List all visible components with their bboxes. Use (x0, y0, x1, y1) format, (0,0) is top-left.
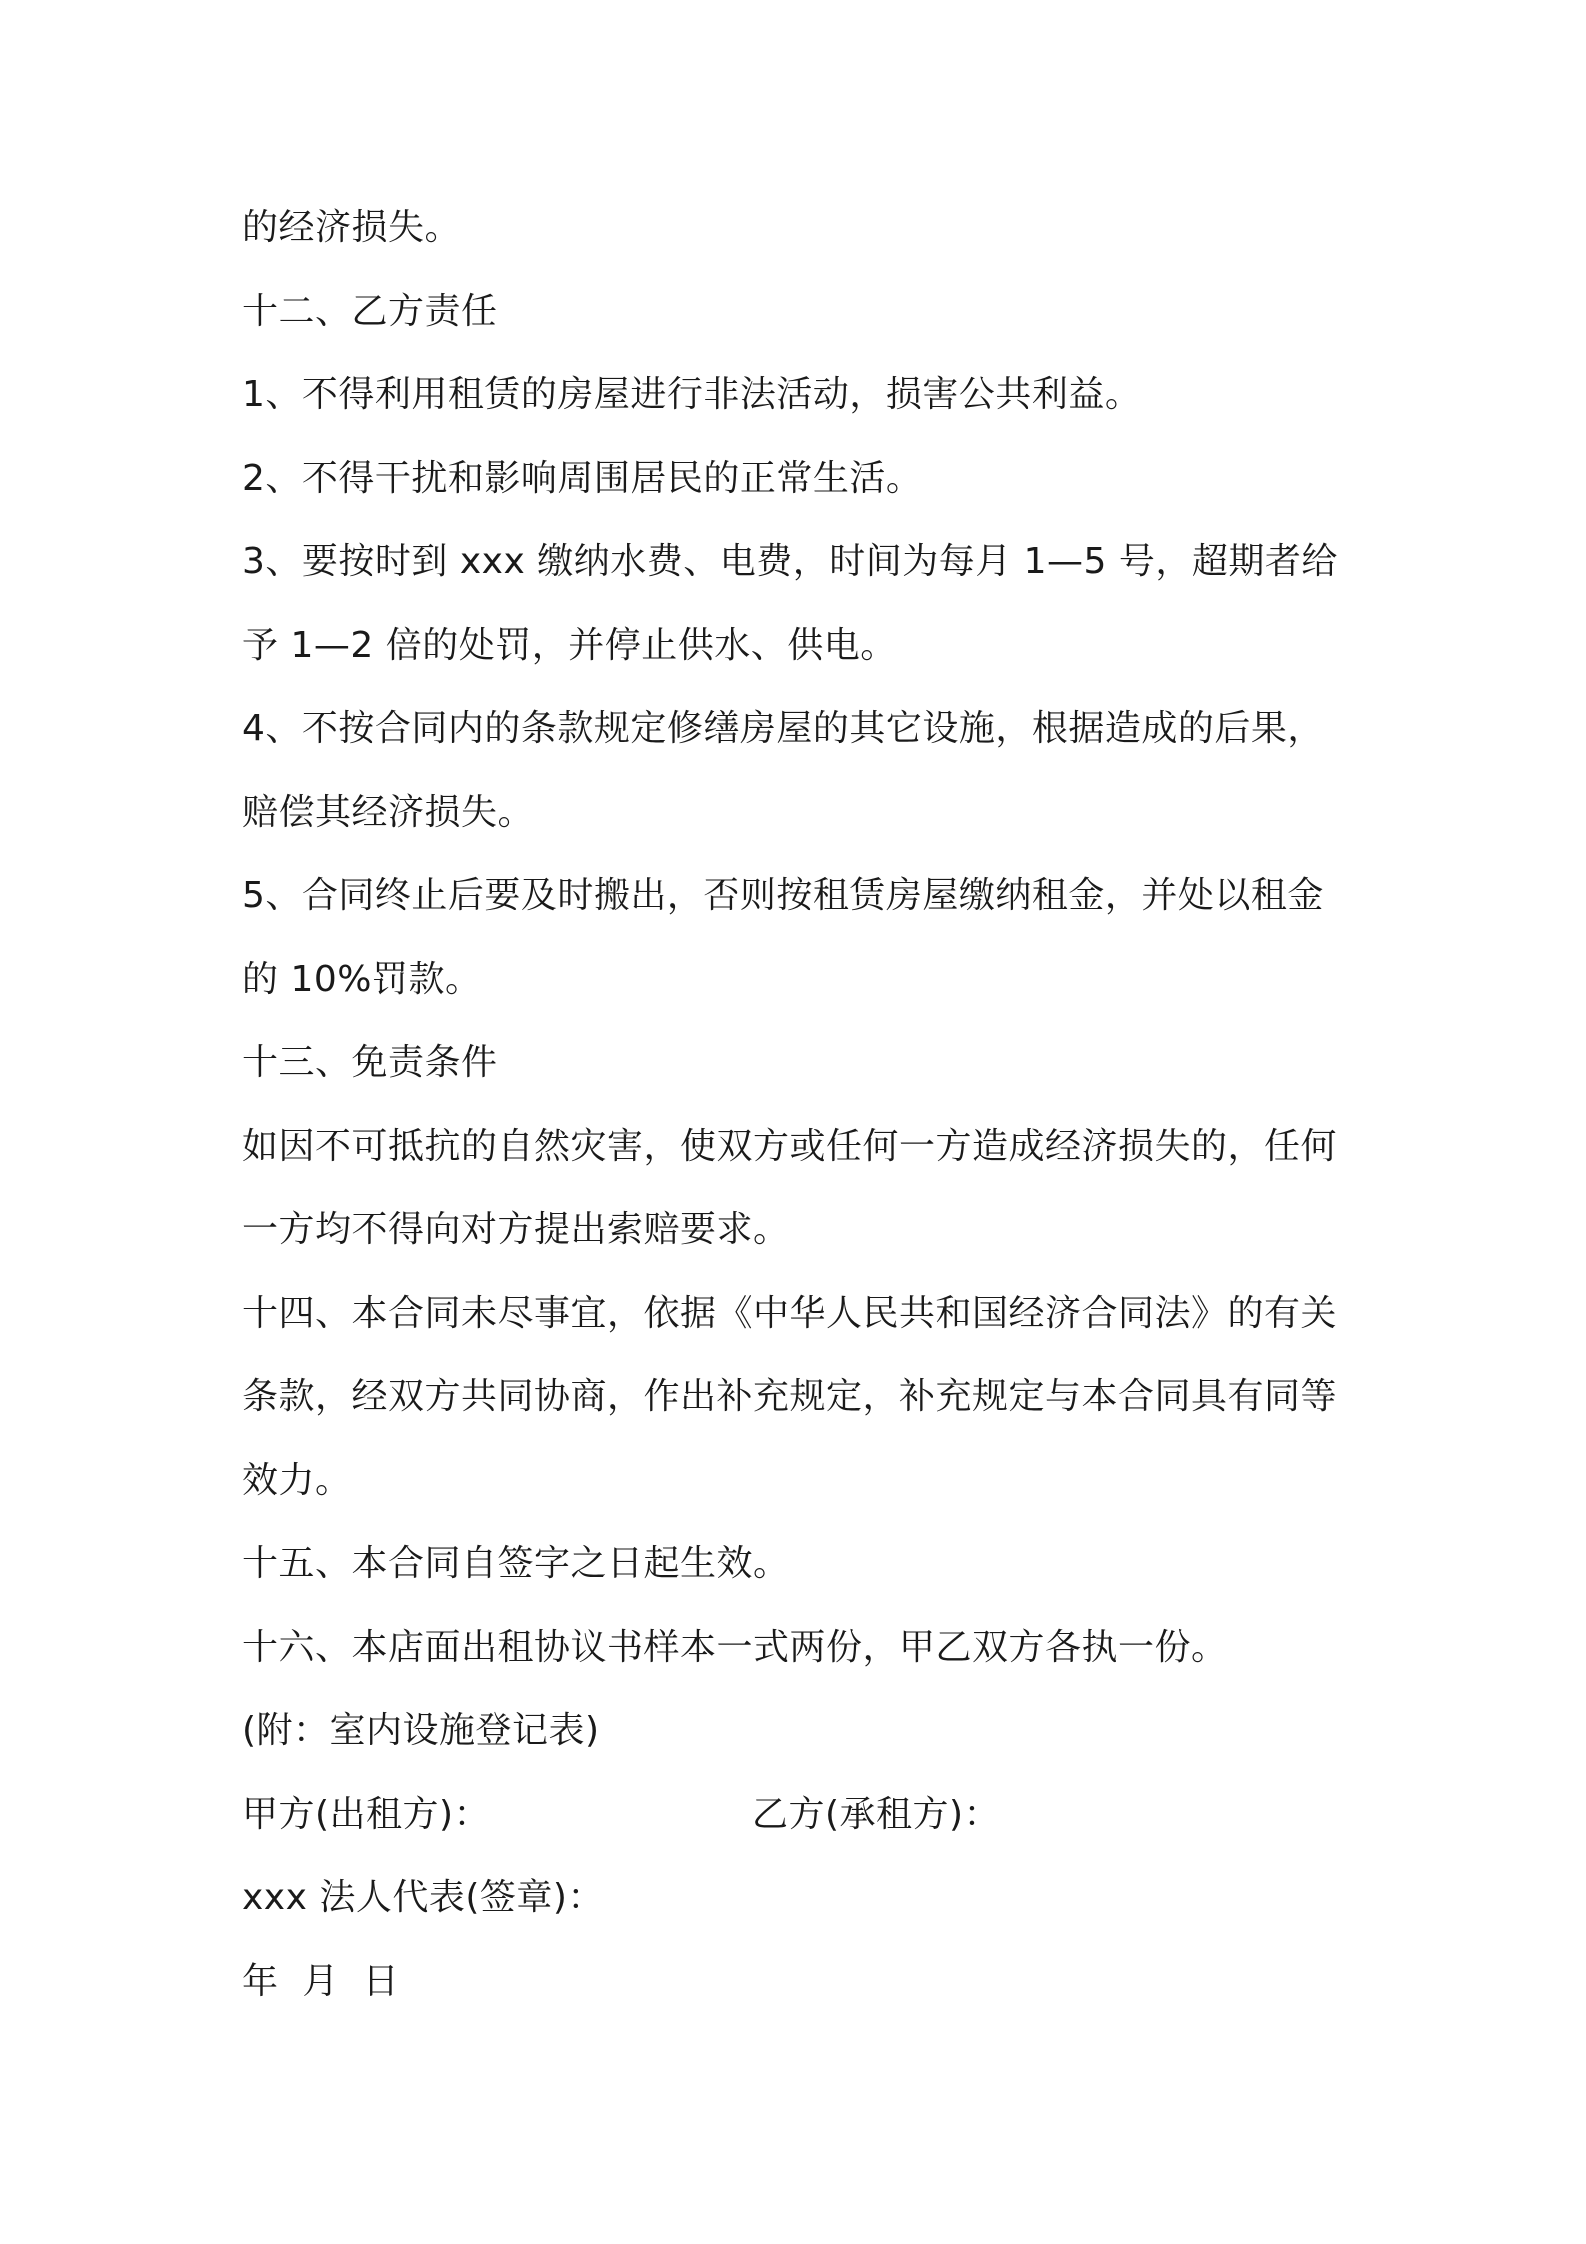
date-label: 年 月 日 (242, 1960, 400, 2002)
clause-12-4-cont: 赔偿其经济损失。 (242, 791, 535, 833)
clause-12-5-cont: 的 10%罚款。 (242, 958, 482, 1000)
section-heading-12: 十二、乙方责任 (242, 290, 498, 332)
section-14-cont: 条款，经双方共同协商，作出补充规定，补充规定与本合同具有同等 (242, 1376, 1338, 1417)
clause-12-1: 1、不得利用租赁的房屋进行非法活动，损害公共利益。 (242, 374, 1142, 415)
document-body (242, 186, 1362, 2023)
clause-12-2: 2、不得干扰和影响周围居民的正常生活。 (242, 457, 923, 499)
clause-12-5: 5、合同终止后要及时搬出，否则按租赁房屋缴纳租金，并处以租金 (242, 875, 1324, 916)
signature-row (242, 1773, 1362, 1857)
clause-12-4: 4、不按合同内的条款规定修缮房屋的其它设施，根据造成的后果， (242, 708, 1324, 749)
clause-12-3-cont: 予 1—2 倍的处罚，并停止供水、供电。 (242, 624, 897, 666)
section-15: 十五、本合同自签字之日起生效。 (242, 1543, 790, 1584)
section-14-cont-2: 效力。 (242, 1459, 352, 1501)
clause-13: 如因不可抵抗的自然灾害，使双方或任何一方造成经济损失的，任何 (242, 1125, 1338, 1167)
legal-rep-label: xxx 法人代表(签章)： (242, 1877, 604, 1918)
clause-12-3: 3、要按时到 xxx 缴纳水费、电费，时间为每月 1—5 号，超期者给 (242, 541, 1338, 582)
text-line: 的经济损失。 (242, 207, 462, 248)
section-14: 十四、本合同未尽事宜，依据《中华人民共和国经济合同法》的有关 (242, 1292, 1338, 1334)
party-b-label: 乙方(承租方)： (752, 1793, 1001, 1835)
party-a-label: 甲方(出租方)： (242, 1793, 491, 1835)
section-heading-13: 十三、免责条件 (242, 1042, 498, 1083)
section-16: 十六、本店面出租协议书样本一式两份，甲乙双方各执一份。 (242, 1626, 1228, 1668)
attachment-note: (附：室内设施登记表) (242, 1710, 600, 1751)
clause-13-cont: 一方均不得向对方提出索赔要求。 (242, 1209, 790, 1250)
